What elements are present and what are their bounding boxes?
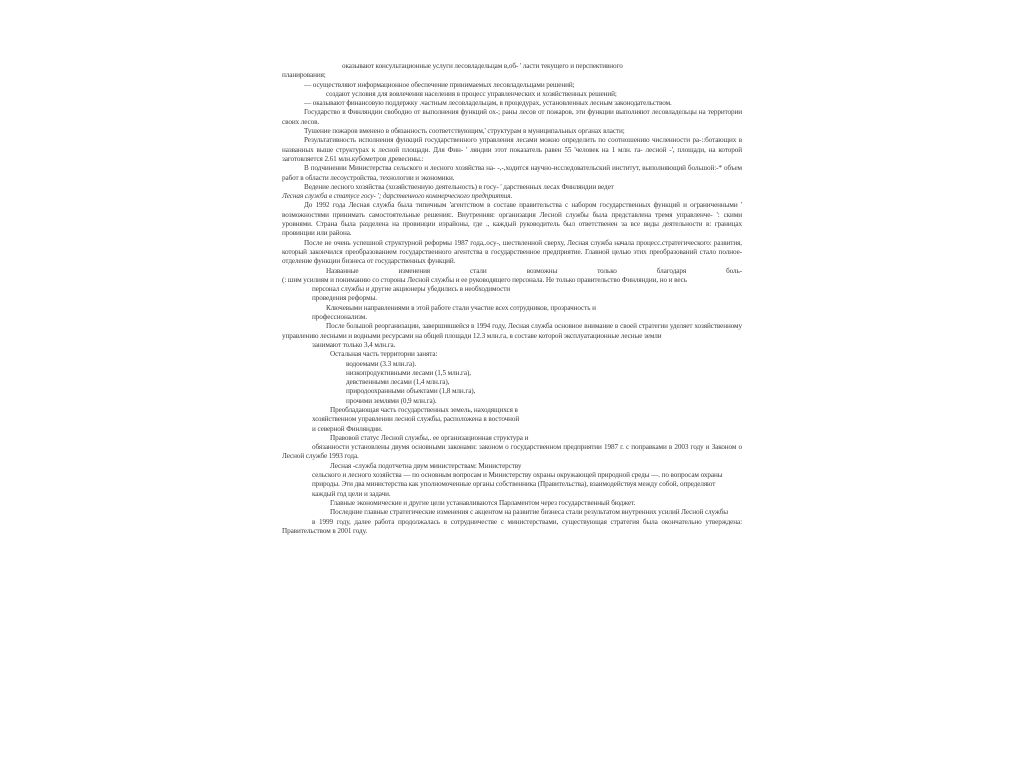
paragraph: оказывают консультационные услуги лесовладельцам в,об- ' ласти текущего и перспективного xyxy=(342,62,623,70)
paragraph: Последние главные стратегические изменения с акцентом на развитие бизнеса стали результатом внутренних усилий Лесной службы xyxy=(330,508,728,517)
paragraph: создают условия для вовлечения населения в процесс управленческих и хозяйственных решений; xyxy=(326,89,617,98)
paragraph: персонал службы и другие акционеры убедились в необходимости xyxy=(312,285,510,294)
paragraph: сельского и лесного хозяйства — по основным вопросам и Министерству охраны окружающей природной среды —. по вопросам охраны xyxy=(312,471,723,480)
paragraph: каждый год цели и задачи. xyxy=(312,489,391,498)
paragraph: планирования; xyxy=(282,71,326,80)
paragraph: низкопродуктивными лесами (1,5 млн.га), xyxy=(346,368,471,377)
paragraph: Лесная -служба подотчетна двум министерствам: Министерству xyxy=(330,461,522,470)
paragraph: занимают только 3,4 млн.га. xyxy=(312,340,396,349)
paragraph: В подчинении Министерства сельского и лесного хозяйства на- -,-,ходится научно-исследовательский институт, выполняющий большой:-* объем работ в области лесоустройства, технологии и экономики. xyxy=(282,164,742,182)
paragraph: прочими землями (0,9 млн.га). xyxy=(346,396,437,405)
paragraph: природоохранными объектами (1,8 млн.га), xyxy=(346,387,476,396)
paragraph: проведения реформы. xyxy=(312,294,378,303)
paragraph: Преобладающая часть государственных земель, находящихся в xyxy=(330,405,518,414)
paragraph: хозяйственном управлении лесной службы, расположена в восточной xyxy=(312,415,520,424)
paragraph: Правовой статус Лесной службы,. ее организационная структура и xyxy=(330,433,529,442)
paragraph: обязанности установлены двумя основными законами: законом о государственном предприятии 1987 г. с поправками в 2003 году и Законом о Лесной службе 1993 года. xyxy=(282,443,742,461)
paragraph: Ведение лесного хозяйства (хозяйственную деятельность) в госу- ' дарственных лесах Финляндии ведет xyxy=(304,182,614,191)
paragraph: в 1999 году, далее работа продолжалась в сотрудничестве с министерствами, существующая стратегия была окончательно утверждена: Правительством в 2001 году. xyxy=(282,517,742,535)
paragraph: После большой реорганизации, завершившейся в 1994 году, Лесная служба основное внимание в своей стратегии уделяет хозяйственному управлению лесными и водными ресурсами на общей площади 12.3 млн.га, в составе которой эксплуатационные лесные земли xyxy=(282,322,742,340)
paragraph: Названные изменения стали возможны только благодаря боль- xyxy=(326,266,742,275)
paragraph: — осуществляют информационное обеспечение принимаемых лесовладельцами решений; xyxy=(304,80,575,89)
paragraph: и северной Финляндии. xyxy=(312,424,383,433)
paragraph: Ключевыми направлениями в этой работе стали участие всех сотрудников, прозрачность и xyxy=(326,303,596,312)
paragraph: Государство в Финляндии свободно от выполнения функций ох-; раны лесов от пожаров, эти функции выполняют лесовладельцы на территории своих лесов. xyxy=(282,108,742,126)
paragraph: Остальная часть территории занята: xyxy=(330,350,438,359)
paragraph: девственными лесами (1,4 млн.га), xyxy=(346,378,450,387)
paragraph: (: шим усилиям и пониманию со стороны Лесной службы и ее руководящего персонала. Не только правительство Финляндии, но и весь xyxy=(282,275,687,284)
paragraph: — оказывают финансовую поддержку .частным лесовладельцам, в процедурах, установленных лесным законодательством. xyxy=(304,99,672,108)
paragraph: Лесная служба в статусе госу- '; дарственного коммерческого предприятия. xyxy=(282,192,513,201)
paragraph: Тушение пожаров вменено в обязанность соответствующим,' структурам в муниципальных органах власти; xyxy=(304,127,625,136)
paragraph: профессионализм. xyxy=(312,313,367,322)
paragraph: Результативность исполнения функций государственного управления лесами можно определить по соотношению численности ра-::ботающих в названных выше структурах к лесной площади. Для Фин- ' ляндии этот показатель равен 55 'человек на 1 млн. га- лесной -', площади, на которой заготовляется 2.61 млн.кубометров древесины.: xyxy=(282,136,742,163)
document-page xyxy=(282,62,742,536)
paragraph: После не очень успешной структурной реформы 1987 года,.осу-, шествленной сверху, Лесная служба начала процесс.стратегического: развития, который закончился преобразованием государственного агентства в государственное предприятие. Главной целью этих преобразований стало полное-отделение функции бизнеса от государственных функций. xyxy=(282,238,742,266)
paragraph: Главные экономические и другие цели устанавливаются Парламентом через государственный бюджет. xyxy=(330,498,636,507)
paragraph: До 1992 года Лесная служба была типичным 'агентством в составе правительства с набором государственных функций и ограниченными ' возможностями принимать самостоятельные решения:. Внутренняя: организация Лесной службы была представлена тремя управленче- ': скими уровнями. Страна была разделена на провинции иэрайоны, где ., каждый руководитель был ответственен за все виды деятельности в: границах провинции или района. xyxy=(282,201,742,238)
paragraph: природы. Эти два министерства как уполномоченные органы собственника (Правительства), взаимодействуя между собой, определяют xyxy=(312,480,716,489)
paragraph: водоемами (3.3 млн.га). xyxy=(346,359,417,368)
